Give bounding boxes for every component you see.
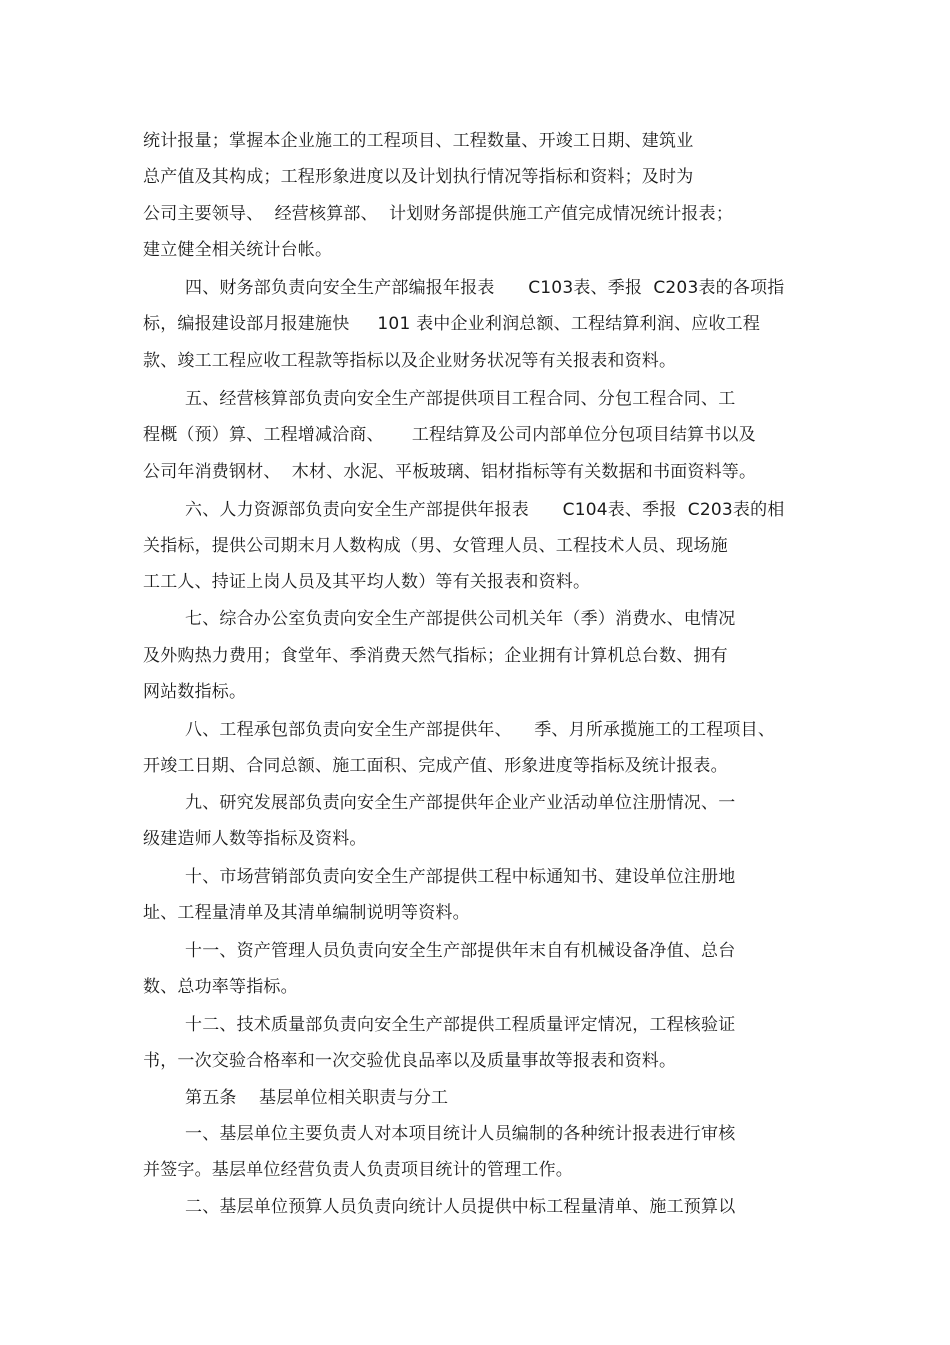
paragraph-start-line: 十二、技术质量部负责向安全生产部提供工程质量评定情况，工程核验证 [185, 1015, 736, 1035]
text-line: 关指标，提供公司期末月人数构成（男、女管理人员、工程技术人员、现场施 [143, 536, 728, 556]
paragraph-start-line: 四、财务部负责向安全生产部编报年报表 C103表、季报 C203表的各项指 [185, 278, 785, 298]
text-line: 公司主要领导、 经营核算部、 计划财务部提供施工产值完成情况统计报表； [143, 204, 734, 224]
text-line: 建立健全相关统计台帐。 [143, 240, 333, 260]
section-heading: 第五条 基层单位相关职责与分工 [185, 1088, 449, 1108]
text-line: 址、工程量清单及其清单编制说明等资料。 [143, 903, 470, 923]
paragraph-start-line: 八、工程承包部负责向安全生产部提供年、 季、月所承揽施工的工程项目、 [185, 720, 776, 740]
text-line: 及外购热力费用；食堂年、季消费天然气指标；企业拥有计算机总台数、拥有 [143, 646, 728, 666]
paragraph-start-line: 一、基层单位主要负责人对本项目统计人员编制的各种统计报表进行审核 [185, 1124, 736, 1144]
text-line: 工工人、持证上岗人员及其平均人数）等有关报表和资料。 [143, 572, 591, 592]
text-line: 程概（预）算、工程增减洽商、 工程结算及公司内部单位分包项目结算书以及 [143, 425, 756, 445]
paragraph-start-line: 二、基层单位预算人员负责向统计人员提供中标工程量清单、施工预算以 [185, 1197, 736, 1217]
text-line: 公司年消费钢材、 木材、水泥、平板玻璃、铝材指标等有关数据和书面资料等。 [143, 462, 757, 482]
paragraph-start-line: 五、经营核算部负责向安全生产部提供项目工程合同、分包工程合同、工 [185, 389, 736, 409]
text-line: 开竣工日期、合同总额、施工面积、完成产值、形象进度等指标及统计报表。 [143, 756, 728, 776]
text-line: 级建造师人数等指标及资料。 [143, 829, 367, 849]
paragraph-start-line: 六、人力资源部负责向安全生产部提供年报表 C104表、季报 C203表的相 [185, 500, 785, 520]
text-line: 标，编报建设部月报建施快 101 表中企业利润总额、工程结算利润、应收工程 [143, 314, 761, 334]
text-line: 款、竣工工程应收工程款等指标以及企业财务状况等有关报表和资料。 [143, 351, 677, 371]
text-line: 网站数指标。 [143, 682, 247, 702]
paragraph-start-line: 七、综合办公室负责向安全生产部提供公司机关年（季）消费水、电情况 [185, 609, 736, 629]
text-line: 并签字。基层单位经营负责人负责项目统计的管理工作。 [143, 1160, 573, 1180]
text-line: 数、总功率等指标。 [143, 977, 298, 997]
paragraph-start-line: 十、市场营销部负责向安全生产部提供工程中标通知书、建设单位注册地 [185, 867, 736, 887]
text-line: 总产值及其构成；工程形象进度以及计划执行情况等指标和资料；及时为 [143, 167, 694, 187]
text-line: 书，一次交验合格率和一次交验优良品率以及质量事故等报表和资料。 [143, 1051, 677, 1071]
text-line: 统计报量；掌握本企业施工的工程项目、工程数量、开竣工日期、建筑业 [143, 131, 694, 151]
paragraph-start-line: 九、研究发展部负责向安全生产部提供年企业产业活动单位注册情况、一 [185, 793, 736, 813]
paragraph-start-line: 十一、资产管理人员负责向安全生产部提供年末自有机械设备净值、总台 [185, 941, 736, 961]
